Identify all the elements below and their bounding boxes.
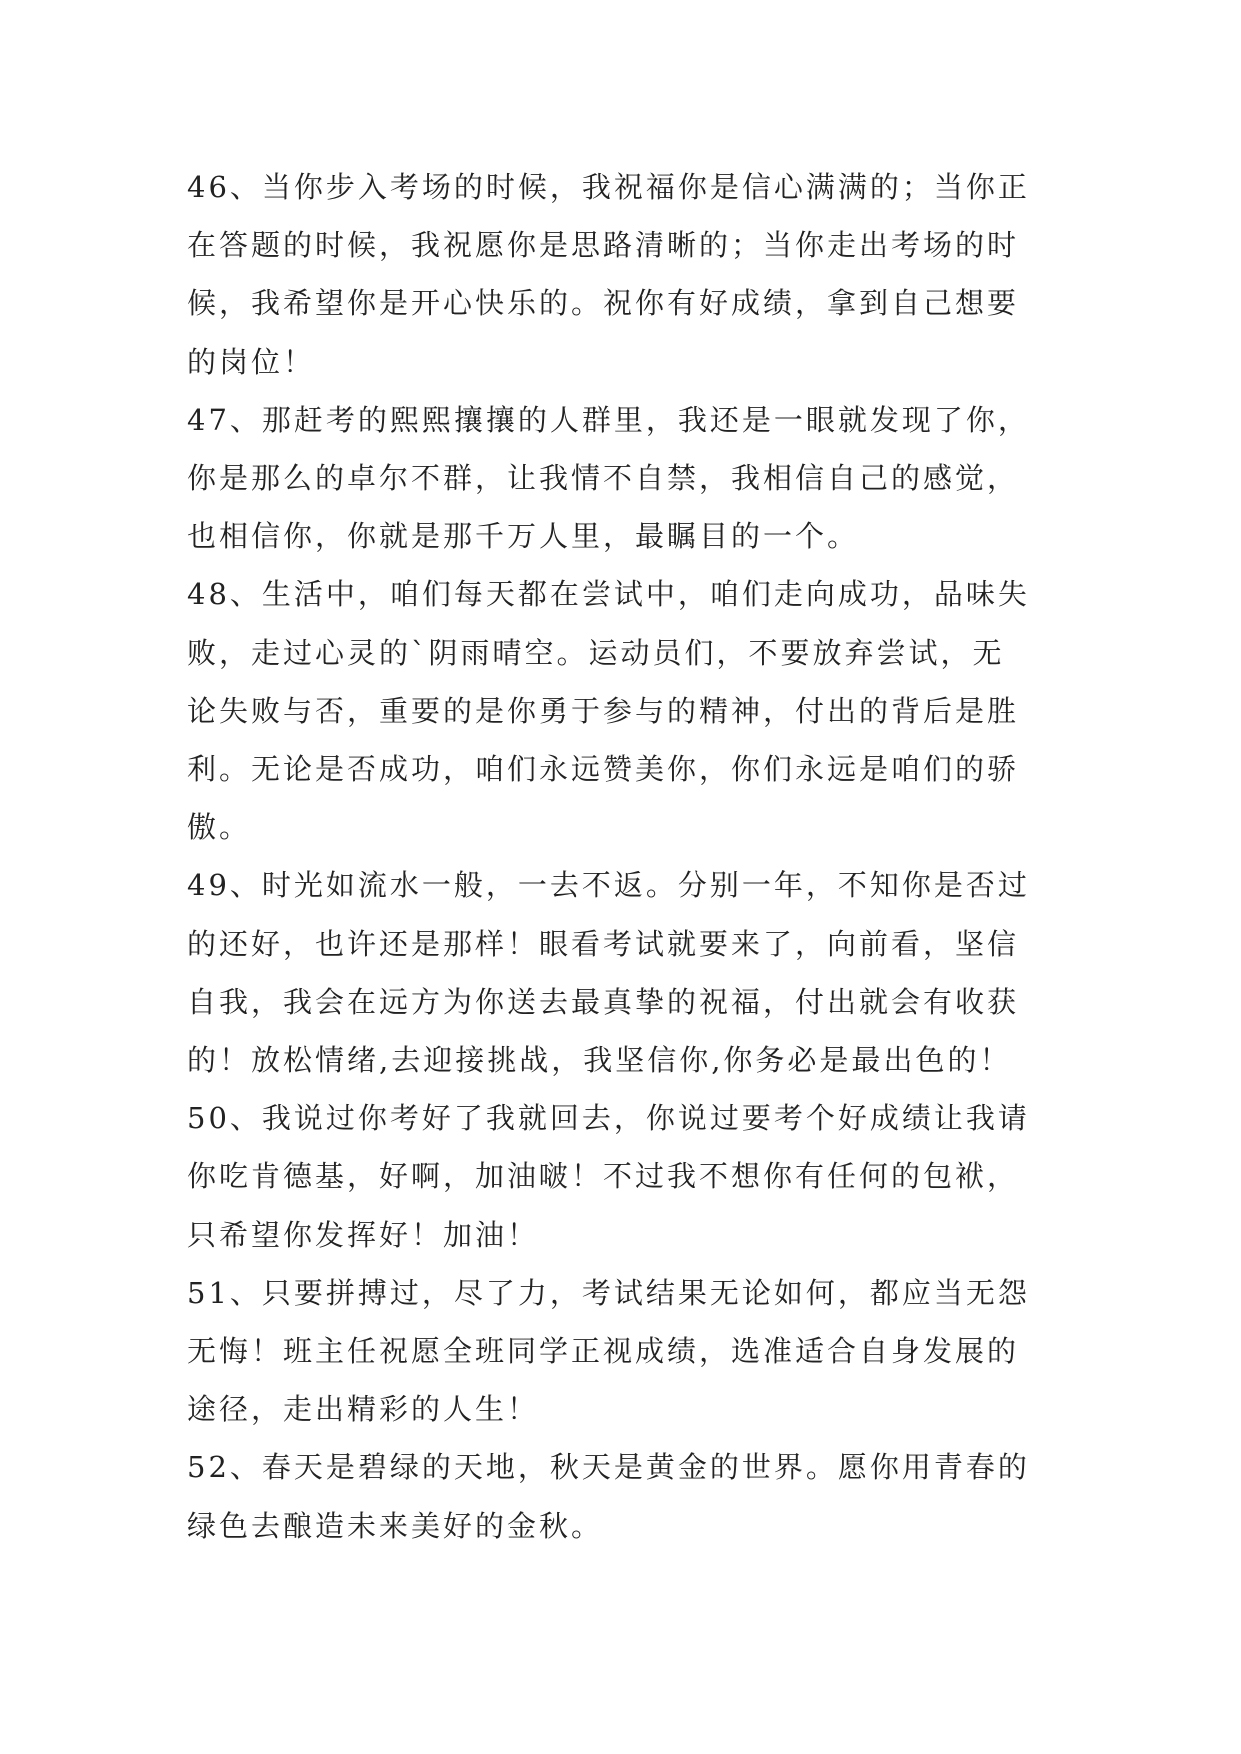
entry-47 bbox=[187, 391, 1057, 566]
line: 48、生活中，咱们每天都在尝试中，咱们走向成功，品味失 bbox=[187, 577, 1030, 612]
line: 49、时光如流水一般，一去不返。分别一年，不知你是否过 bbox=[187, 868, 1030, 903]
line: 利。无论是否成功，咱们永远赞美你，你们永远是咱们的骄 bbox=[187, 752, 1020, 787]
document-body bbox=[187, 158, 1057, 1555]
line: 途径，走出精彩的人生！ bbox=[187, 1392, 540, 1427]
entry-48 bbox=[187, 565, 1057, 856]
line: 47、那赶考的熙熙攘攘的人群里，我还是一眼就发现了你， bbox=[187, 402, 1030, 437]
entry-51 bbox=[187, 1264, 1057, 1439]
entry-50 bbox=[187, 1089, 1057, 1264]
line: 46、当你步入考场的时候，我祝福你是信心满满的；当你正 bbox=[187, 170, 1030, 204]
entry-46 bbox=[187, 158, 1057, 391]
line: 52、春天是碧绿的天地，秋天是黄金的世界。愿你用青春的 bbox=[187, 1450, 1030, 1485]
line: 也相信你，你就是那千万人里，最瞩目的一个。 bbox=[187, 519, 860, 554]
entry-49 bbox=[187, 856, 1057, 1089]
line: 你是那么的卓尔不群，让我情不自禁，我相信自己的感觉， bbox=[187, 461, 1020, 496]
line: 在答题的时候，我祝愿你是思路清晰的；当你走出考场的时 bbox=[187, 228, 1020, 263]
line: 你吃肯德基，好啊，加油啵！不过我不想你有任何的包袱， bbox=[187, 1159, 1020, 1194]
line: 傲。 bbox=[187, 810, 252, 845]
line: 的岗位！ bbox=[187, 344, 316, 379]
line: 败，走过心灵的`阴雨晴空。运动员们，不要放弃尝试，无 bbox=[187, 635, 1005, 670]
line: 论失败与否，重要的是你勇于参与的精神，付出的背后是胜 bbox=[187, 693, 1020, 728]
line: 的还好，也许还是那样！眼看考试就要来了，向前看，坚信 bbox=[187, 926, 1020, 961]
line: 51、只要拼搏过，尽了力，考试结果无论如何，都应当无怨 bbox=[187, 1275, 1030, 1310]
line: 候，我希望你是开心快乐的。祝你有好成绩，拿到自己想要 bbox=[187, 286, 1020, 321]
line: 的！放松情绪,去迎接挑战，我坚信你,你务必是最出色的！ bbox=[187, 1043, 1012, 1078]
line: 无悔！班主任祝愿全班同学正视成绩，选准适合自身发展的 bbox=[187, 1334, 1020, 1369]
line: 自我，我会在远方为你送去最真挚的祝福，付出就会有收获 bbox=[187, 984, 1020, 1019]
line: 50、我说过你考好了我就回去，你说过要考个好成绩让我请 bbox=[187, 1101, 1030, 1136]
line: 只希望你发挥好！加油！ bbox=[187, 1217, 540, 1252]
entry-52 bbox=[187, 1438, 1057, 1554]
line: 绿色去酿造未来美好的金秋。 bbox=[187, 1508, 604, 1543]
